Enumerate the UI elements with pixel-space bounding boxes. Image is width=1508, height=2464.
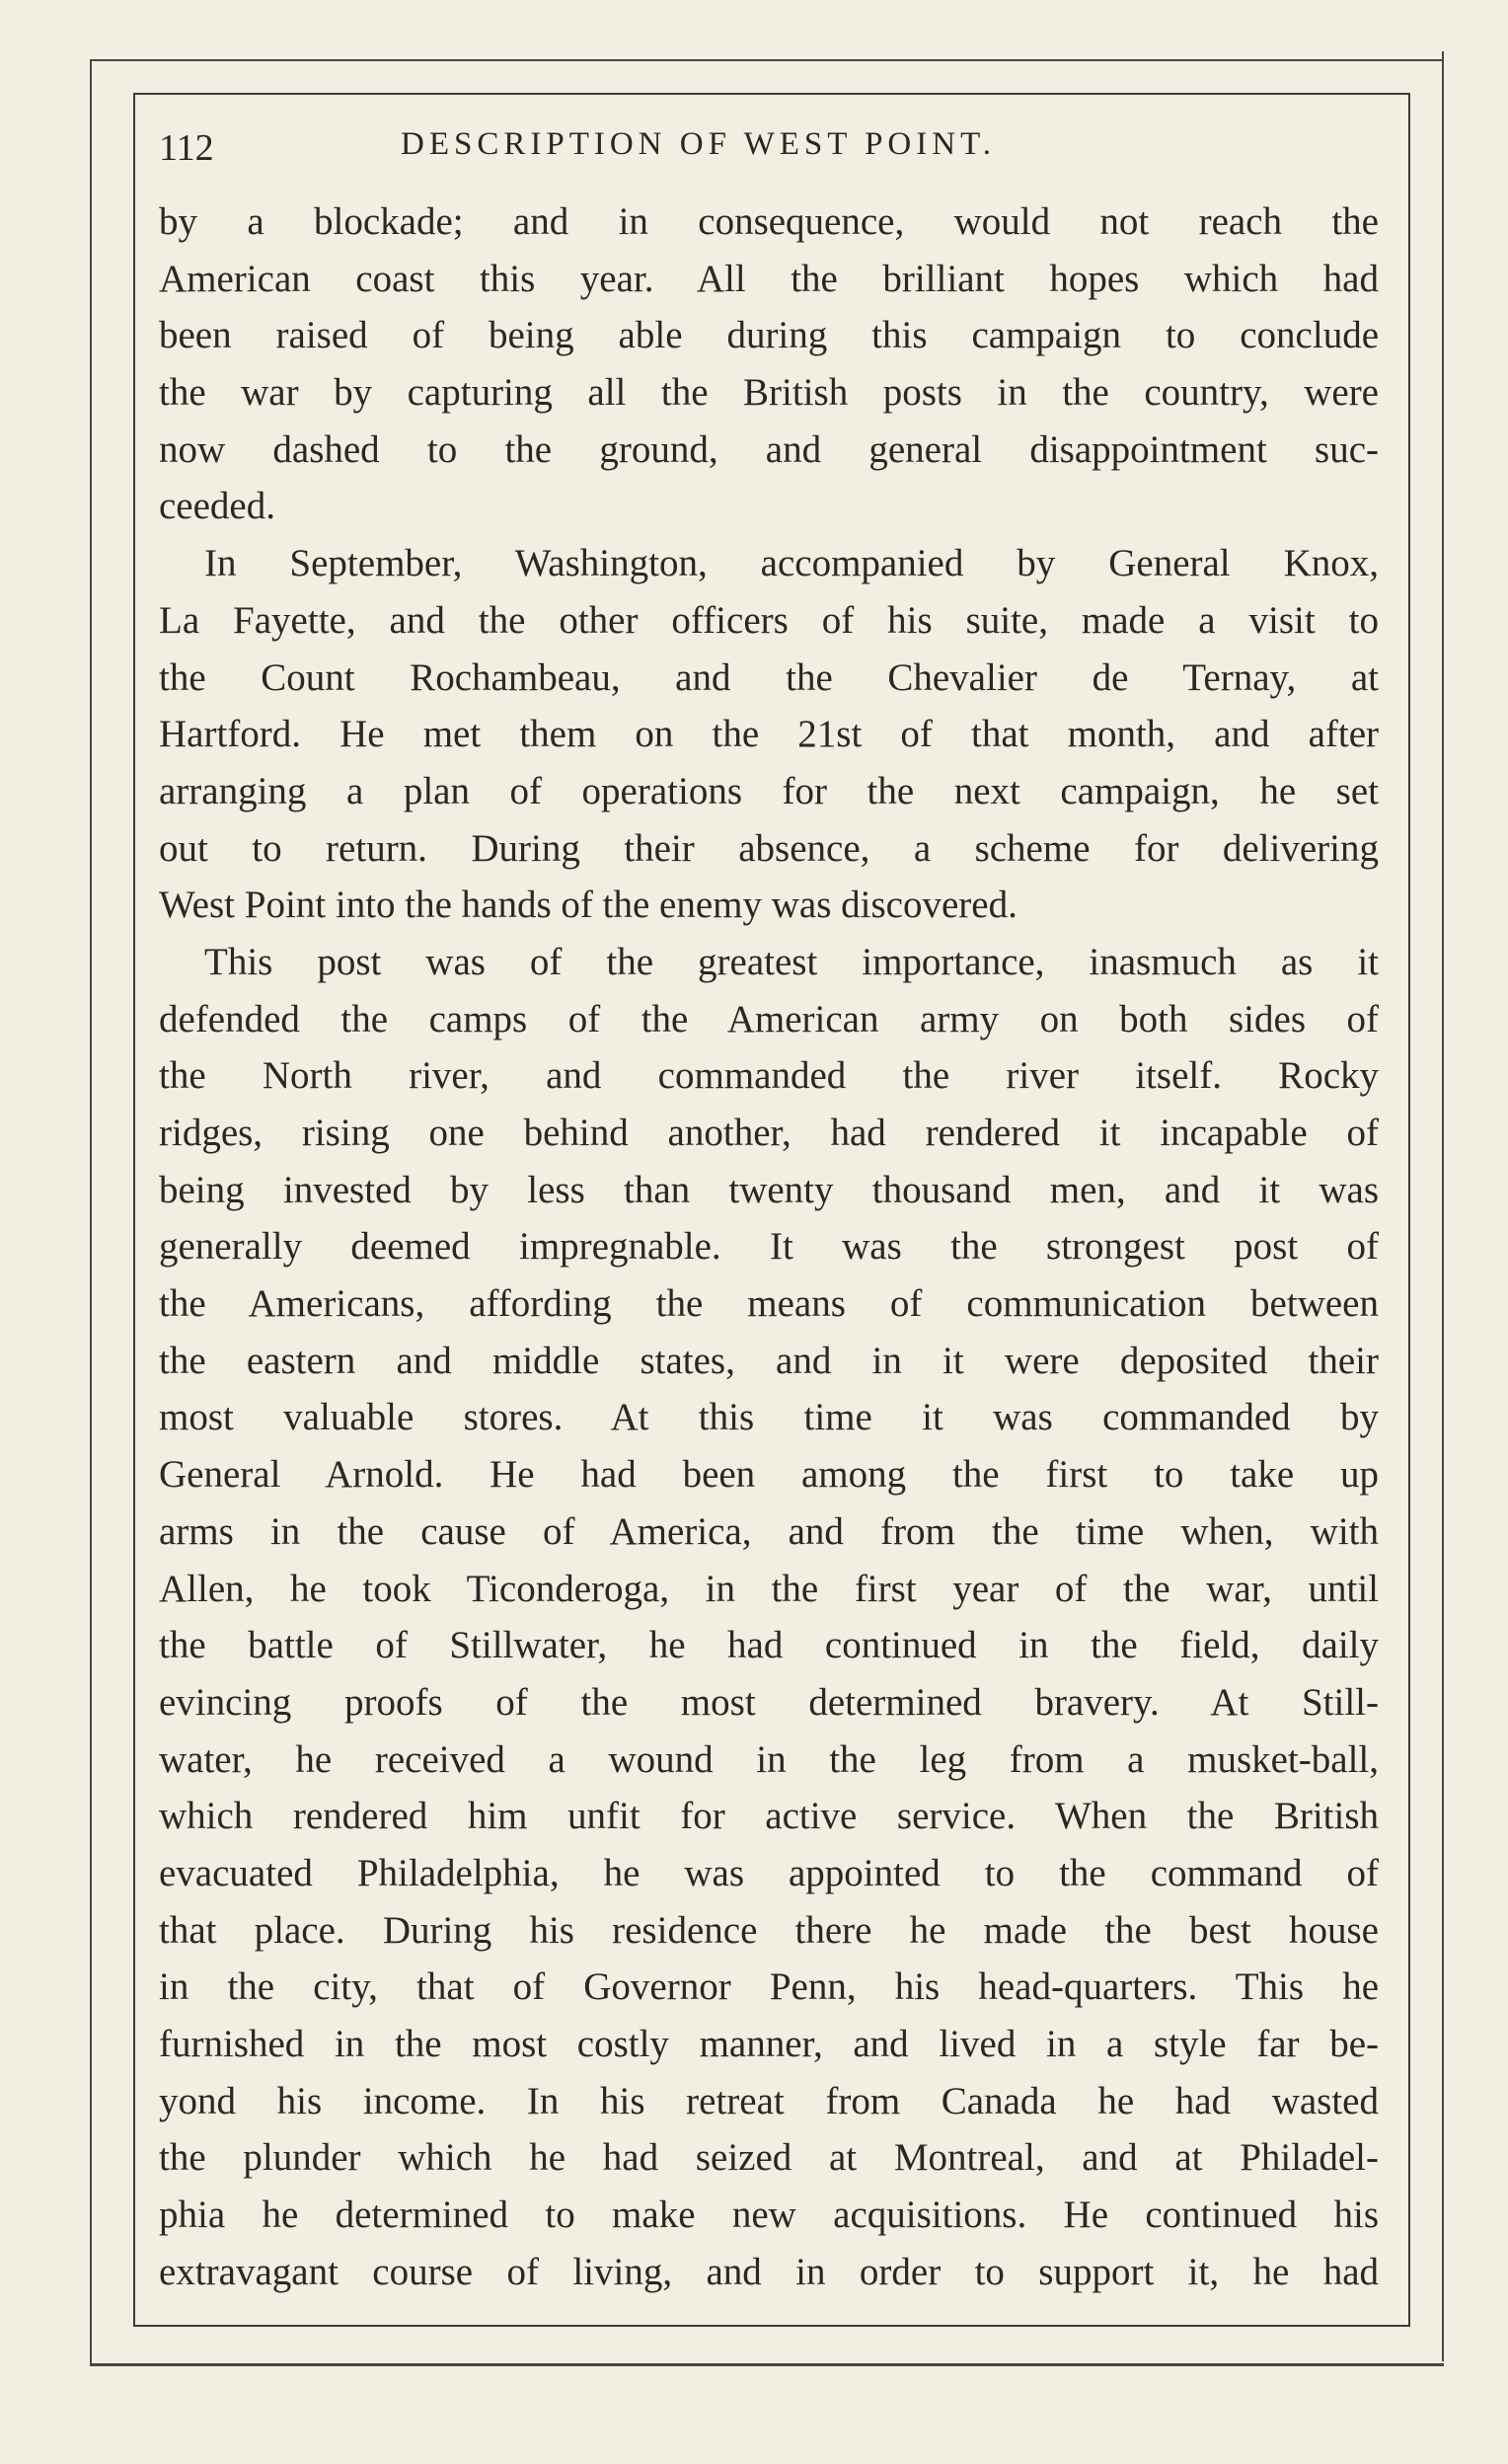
text-line: ceeded. — [159, 485, 275, 528]
text-line: defended the camps of the American army on both sides of — [159, 997, 1379, 1040]
running-title: DESCRIPTION OF WEST POINT. — [401, 126, 997, 162]
text-line: arranging a plan of operations for the next campaign, he set — [159, 769, 1379, 812]
text-line: La Fayette, and the other officers of his suite, made a visit to — [159, 598, 1379, 642]
text-line: in the city, that of Governor Penn, his head-quarters. This he — [159, 1965, 1379, 2009]
text-line: This post was of the greatest importance, inasmuch as it — [204, 940, 1379, 983]
text-line: by a blockade; and in consequence, would not reach the — [159, 200, 1379, 243]
text-line: In September, Washington, accompanied by General Knox, — [204, 542, 1379, 585]
text-line: generally deemed impregnable. It was the strongest post of — [159, 1225, 1379, 1269]
text-line: General Arnold. He had been among the first to take up — [159, 1453, 1379, 1497]
text-line: yond his income. In his retreat from Canada he had wasted — [159, 2079, 1379, 2122]
running-header — [159, 126, 1379, 176]
outer-page-border-right — [1442, 51, 1444, 2361]
text-line: West Point into the hands of the enemy was discovered. — [159, 884, 1018, 927]
text-line: the North river, and commanded the river itself. Rocky — [159, 1054, 1379, 1098]
text-line: been raised of being able during this campaign to conclude — [159, 314, 1379, 357]
text-line: the plunder which he had seized at Montreal, and at Philadel- — [159, 2136, 1379, 2180]
text-line: the battle of Stillwater, he had continued in the field, daily — [159, 1624, 1379, 1667]
text-line: extravagant course of living, and in order to support it, he had — [159, 2250, 1379, 2293]
text-line: evacuated Philadelphia, he was appointed to the command of — [159, 1851, 1379, 1894]
text-line: out to return. During their absence, a scheme for delivering — [159, 826, 1379, 870]
text-line: water, he received a wound in the leg from a musket-ball, — [159, 1737, 1379, 1781]
text-line: Hartford. He met them on the 21st of that month, and after — [159, 713, 1379, 756]
text-line: that place. During his residence there he made the best house — [159, 1908, 1379, 1952]
text-line: the Count Rochambeau, and the Chevalier de Ternay, at — [159, 655, 1379, 699]
text-line: arms in the cause of America, and from the time when, with — [159, 1509, 1379, 1553]
text-line: Allen, he took Ticonderoga, in the first year of the war, until — [159, 1567, 1379, 1610]
body-text — [159, 193, 1379, 2300]
text-line: the Americans, affording the means of communication between — [159, 1282, 1379, 1326]
text-line: now dashed to the ground, and general disappointment suc- — [159, 427, 1379, 471]
text-line: evincing proofs of the most determined bravery. At Still- — [159, 1680, 1379, 1724]
text-line: American coast this year. All the brilliant hopes which had — [159, 257, 1379, 300]
text-line: furnished in the most costly manner, and lived in a style far be- — [159, 2023, 1379, 2065]
text-line: phia he determined to make new acquisitions. He continued his — [159, 2194, 1379, 2237]
text-line: being invested by less than twenty thousand men, and it was — [159, 1168, 1379, 1211]
text-line: which rendered him unfit for active service. When the British — [159, 1795, 1379, 1838]
text-line: the war by capturing all the British posts in the country, were — [159, 371, 1379, 415]
text-line: most valuable stores. At this time it was commanded by — [159, 1396, 1379, 1439]
page-number: 112 — [159, 127, 214, 169]
text-line: ridges, rising one behind another, had rendered it incapable of — [159, 1112, 1379, 1154]
text-line: the eastern and middle states, and in it were deposited their — [159, 1339, 1379, 1382]
